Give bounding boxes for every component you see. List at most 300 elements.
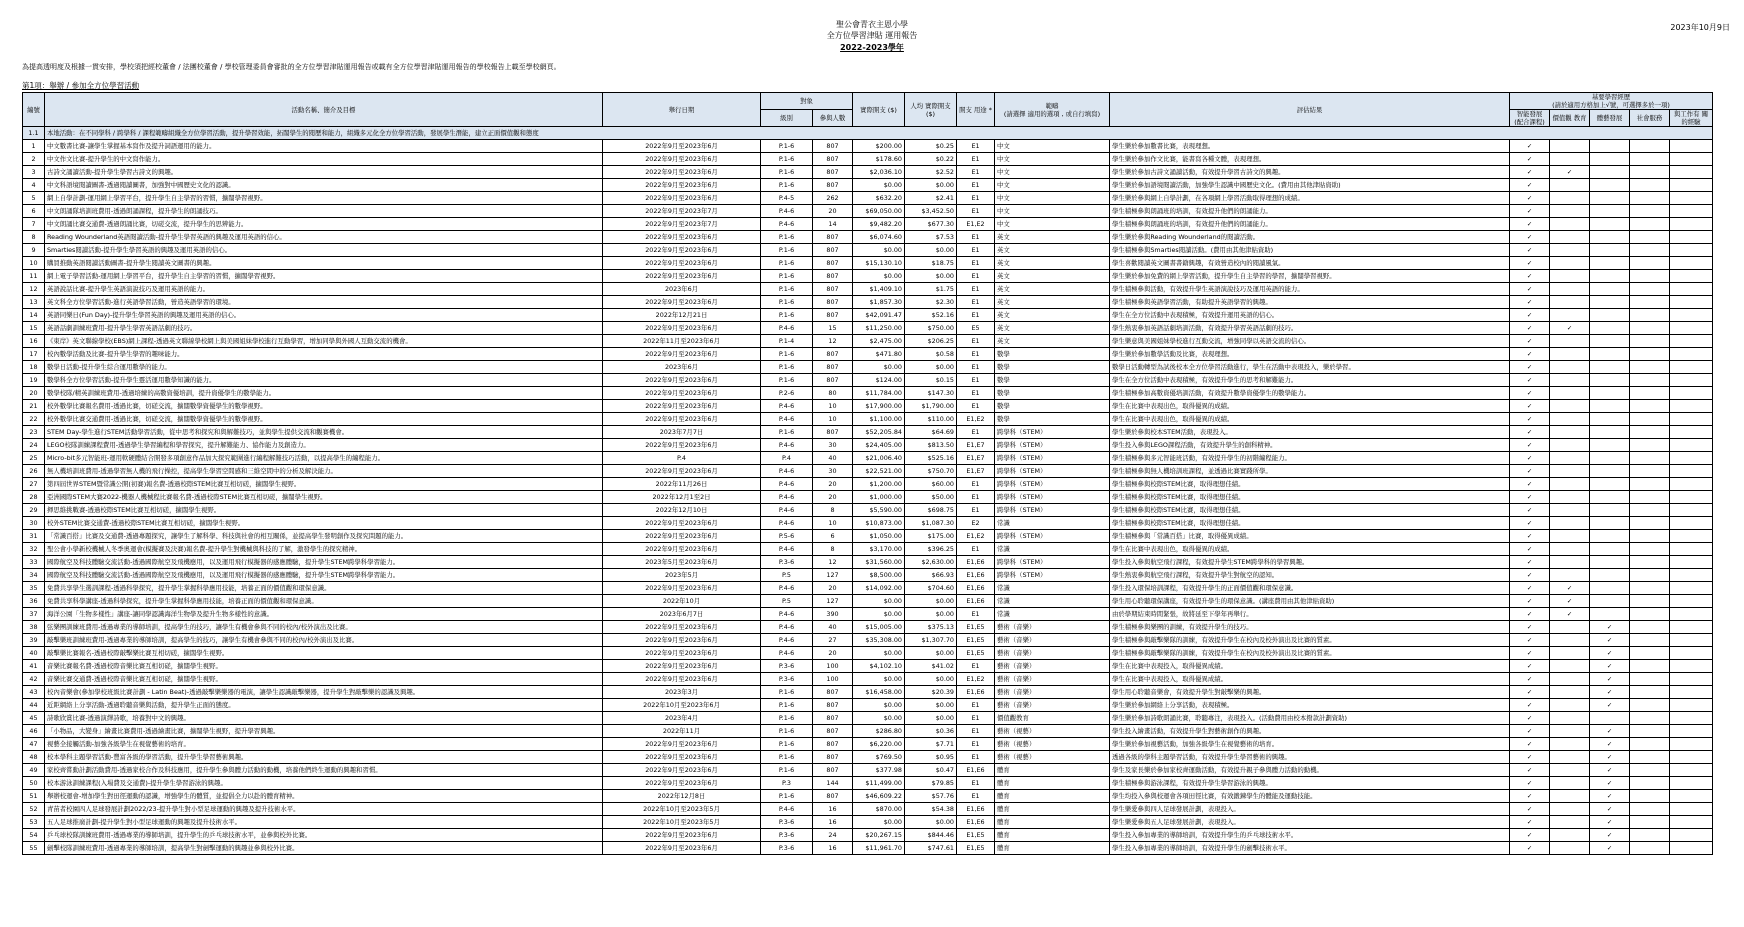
check-icon: ✓ xyxy=(1526,207,1533,215)
goal-cell xyxy=(1550,231,1590,244)
actual-cost: $10,873.00 xyxy=(853,517,905,530)
goal-cell xyxy=(1550,218,1590,231)
goal-cell xyxy=(1670,205,1713,218)
activity-date: 2022年9月至2023年6月 xyxy=(603,829,761,842)
goal-cell xyxy=(1670,491,1713,504)
check-icon: ✓ xyxy=(1526,545,1533,553)
grade: P.4-6 xyxy=(761,634,813,647)
table-row xyxy=(23,582,1713,595)
participants: 12 xyxy=(813,335,853,348)
goal-cell xyxy=(1510,530,1550,543)
activity-name: 聖公會小學新校機械人冬季奧運會(模擬賽及決賽)報名費-提升學生對機械與科技的了解，激發學生的探究精神。 xyxy=(45,543,603,556)
goal-cell xyxy=(1510,205,1550,218)
goal-cell xyxy=(1550,309,1590,322)
activity-date: 2022年9月至2023年6月 xyxy=(603,244,761,257)
goal-cell xyxy=(1670,712,1713,725)
per-head-cost: $41.02 xyxy=(905,660,957,673)
evaluation: 學生樂於參與校本STEM活動，表現投入。 xyxy=(1110,426,1510,439)
domain: 體育 xyxy=(995,777,1110,790)
activity-name: Smarties閱讀活動-提升學生學習英語的興趣及運用英語的信心。 xyxy=(45,244,603,257)
usage-code: E1 xyxy=(957,179,995,192)
usage-code: E1,E2 xyxy=(957,673,995,686)
check-icon: ✓ xyxy=(1566,168,1573,176)
domain: 英文 xyxy=(995,283,1110,296)
check-icon: ✓ xyxy=(1526,402,1533,410)
participants: 20 xyxy=(813,478,853,491)
row-no: 33 xyxy=(23,556,45,569)
per-head-cost: $1,307.70 xyxy=(905,634,957,647)
check-icon: ✓ xyxy=(1526,155,1533,163)
usage-code: E1,E2 xyxy=(957,218,995,231)
goal-cell xyxy=(1670,270,1713,283)
grade: P.4-6 xyxy=(761,322,813,335)
goal-cell xyxy=(1670,517,1713,530)
table-row xyxy=(23,322,1713,335)
goal-cell xyxy=(1510,387,1550,400)
check-icon: ✓ xyxy=(1606,636,1613,644)
activity-name: 中文科語境閱讀圖書-透過閱讀圖書，加強對中國歷史文化的認識。 xyxy=(45,179,603,192)
participants: 807 xyxy=(813,153,853,166)
section-heading: 第1項：舉辦 / 參加全方位學習活動 xyxy=(22,81,140,90)
goal-cell xyxy=(1590,218,1630,231)
domain: 常識 xyxy=(995,582,1110,595)
goal-cell xyxy=(1590,660,1630,673)
domain: 藝術（視藝） xyxy=(995,738,1110,751)
activity-name: 敲擊樂班訓練班費用-透過專業的導師培訓，提高學生的技巧，讓學生有機會參與不同的校內/校外演出及比賽。 xyxy=(45,634,603,647)
note-no: 1.1 xyxy=(23,127,45,140)
grade: P.3-6 xyxy=(761,673,813,686)
per-head-cost: $0.00 xyxy=(905,816,957,829)
evaluation: 學生積極參與無人機培訓班課程，並透過比賽實踐所學。 xyxy=(1110,465,1510,478)
activity-name: 「常識百搭」比賽及交通費-透過專題探究，讓學生了解科學、科技與社會的相互關係，並提高學生發明創作及探究問題的能力。 xyxy=(45,530,603,543)
participants: 807 xyxy=(813,231,853,244)
grade: P.1-6 xyxy=(761,166,813,179)
activity-name: 中文作文比賽-提升學生的中文寫作能力。 xyxy=(45,153,603,166)
goal-cell xyxy=(1590,192,1630,205)
check-icon: ✓ xyxy=(1526,844,1533,852)
grade: P.4-6 xyxy=(761,582,813,595)
col-date: 舉行日期 xyxy=(603,93,761,127)
participants: 807 xyxy=(813,270,853,283)
per-head-cost: $0.00 xyxy=(905,699,957,712)
per-head-cost: $3,452.50 xyxy=(905,205,957,218)
activity-date: 2022年10月至2023年5月 xyxy=(603,803,761,816)
goal-cell xyxy=(1630,556,1670,569)
grade: P.1-6 xyxy=(761,270,813,283)
goal-cell xyxy=(1630,452,1670,465)
usage-code: E1 xyxy=(957,335,995,348)
table-row xyxy=(23,829,1713,842)
activity-name: 音樂比賽報名費-透過校際音樂比賽互相切磋，擴闊學生視野。 xyxy=(45,660,603,673)
actual-cost: $17,900.00 xyxy=(853,400,905,413)
participants: 30 xyxy=(813,465,853,478)
participants: 24 xyxy=(813,829,853,842)
actual-cost: $4,102.10 xyxy=(853,660,905,673)
grade: P.3-6 xyxy=(761,842,813,855)
goal-cell xyxy=(1510,816,1550,829)
goal-cell xyxy=(1510,517,1550,530)
actual-cost: $0.00 xyxy=(853,699,905,712)
activity-name: 校外數學比賽報名費用-透過比賽，切磋交流，擴闊數學資優學生的數學視野。 xyxy=(45,400,603,413)
grade: P.1-6 xyxy=(761,348,813,361)
evaluation: 學生樂於參加免費的網上學習活動，提升學生自主學習的學習，擴闊學習視野。 xyxy=(1110,270,1510,283)
evaluation: 學生在比賽中表現投入，取得優異成績。 xyxy=(1110,660,1510,673)
table-row xyxy=(23,335,1713,348)
participants: 807 xyxy=(813,738,853,751)
goal-cell xyxy=(1630,738,1670,751)
actual-cost: $15,005.00 xyxy=(853,621,905,634)
check-icon: ✓ xyxy=(1566,610,1573,618)
participants: 20 xyxy=(813,205,853,218)
activity-date: 2022年9月至2023年6月 xyxy=(603,751,761,764)
evaluation: 學生樂於參加視藝活動，加強各級學生在視覺藝術的培育。 xyxy=(1110,738,1510,751)
actual-cost: $52,205.84 xyxy=(853,426,905,439)
domain: 體育 xyxy=(995,842,1110,855)
per-head-cost: $0.00 xyxy=(905,673,957,686)
goal-cell xyxy=(1550,790,1590,803)
participants: 16 xyxy=(813,803,853,816)
goal-cell xyxy=(1590,348,1630,361)
grade: P.4-6 xyxy=(761,517,813,530)
domain: 數學 xyxy=(995,348,1110,361)
usage-code: E1 xyxy=(957,478,995,491)
check-icon: ✓ xyxy=(1606,675,1613,683)
goal-cell xyxy=(1510,777,1550,790)
usage-code: E1,E6 xyxy=(957,595,995,608)
participants: 10 xyxy=(813,400,853,413)
table-row xyxy=(23,491,1713,504)
report-title: 全方位學習津貼 運用報告 xyxy=(826,31,918,40)
participants: 807 xyxy=(813,686,853,699)
check-icon: ✓ xyxy=(1526,454,1533,462)
grade: P.3-6 xyxy=(761,556,813,569)
col-goal-work: 與工作有 關的經驗 xyxy=(1670,110,1713,127)
domain: 跨學科（STEM） xyxy=(995,491,1110,504)
activity-name: Micro-bit多元智能班-運用軟硬體結合開發多項創意作品加大探究範圍進行編程解難技巧活動，以提高學生的編程能力。 xyxy=(45,452,603,465)
table-row xyxy=(23,283,1713,296)
goal-cell xyxy=(1670,829,1713,842)
domain: 體育 xyxy=(995,790,1110,803)
goal-cell xyxy=(1630,426,1670,439)
activity-name: 青苗者校園四人足球發展計劃2022/23-提升學生對小型足球運動的興趣及提升技術水平。 xyxy=(45,803,603,816)
goal-cell xyxy=(1510,699,1550,712)
col-goal-service: 社會服務 xyxy=(1630,110,1670,127)
check-icon: ✓ xyxy=(1606,831,1613,839)
evaluation: 學生熱衷參加英語話劇培訓活動，有效提升學習英語話劇的技巧。 xyxy=(1110,322,1510,335)
actual-cost: $0.00 xyxy=(853,712,905,725)
evaluation: 學生積極參與朗誦班的培訓，有效提升他們的朗誦能力。 xyxy=(1110,205,1510,218)
grade: P.1-6 xyxy=(761,712,813,725)
actual-cost: $1,409.10 xyxy=(853,283,905,296)
activity-date: 2022年9月至2023年6月 xyxy=(603,179,761,192)
activity-date: 2023年6月 xyxy=(603,361,761,374)
evaluation: 學生在全方位活動中表現積極，有效提升運用英語的信心。 xyxy=(1110,309,1510,322)
goal-cell xyxy=(1550,413,1590,426)
goal-cell xyxy=(1550,725,1590,738)
goal-cell xyxy=(1590,699,1630,712)
evaluation: 學生積極參與Smarties閱讀活動。(費用由其他津貼資助) xyxy=(1110,244,1510,257)
goal-cell xyxy=(1630,361,1670,374)
evaluation: 學生投入參加專業的導師培訓，有效提升學生的乒乓球技術水平。 xyxy=(1110,829,1510,842)
activity-date: 2022年9月至2023年6月 xyxy=(603,166,761,179)
domain: 中文 xyxy=(995,140,1110,153)
table-row xyxy=(23,634,1713,647)
check-icon: ✓ xyxy=(1526,831,1533,839)
participants: 10 xyxy=(813,517,853,530)
goal-cell xyxy=(1550,582,1590,595)
activity-name: 劍擊校隊訓練班費用-透過專業的導師培訓，提高學生對劍擊運動的興趣並參與校外比賽。 xyxy=(45,842,603,855)
actual-cost: $178.60 xyxy=(853,153,905,166)
goal-cell xyxy=(1550,621,1590,634)
goal-cell xyxy=(1550,517,1590,530)
usage-code: E1,E7 xyxy=(957,452,995,465)
per-head-cost: $0.22 xyxy=(905,153,957,166)
goal-cell xyxy=(1590,309,1630,322)
goal-cell xyxy=(1510,543,1550,556)
grade: P.1-6 xyxy=(761,153,813,166)
domain: 藝術（音樂） xyxy=(995,647,1110,660)
usage-code: E1 xyxy=(957,426,995,439)
participants: 20 xyxy=(813,582,853,595)
usage-code: E1 xyxy=(957,387,995,400)
goal-cell xyxy=(1590,803,1630,816)
school-year: 2022-2023學年 xyxy=(840,43,904,52)
per-head-cost: $677.30 xyxy=(905,218,957,231)
goal-cell xyxy=(1510,309,1550,322)
row-no: 52 xyxy=(23,803,45,816)
activity-date: 2023年5月至2023年6月 xyxy=(603,556,761,569)
goal-cell xyxy=(1510,478,1550,491)
usage-code: E1 xyxy=(957,309,995,322)
goal-cell xyxy=(1590,465,1630,478)
goal-cell xyxy=(1510,504,1550,517)
check-icon: ✓ xyxy=(1526,714,1533,722)
goal-cell xyxy=(1630,322,1670,335)
grade: P.4-6 xyxy=(761,621,813,634)
row-no: 26 xyxy=(23,465,45,478)
table-row xyxy=(23,465,1713,478)
activity-date: 2022年9月至2023年6月 xyxy=(603,764,761,777)
activity-date: 2022年9月至2023年6月 xyxy=(603,842,761,855)
actual-cost: $9,482.20 xyxy=(853,218,905,231)
check-icon: ✓ xyxy=(1566,597,1573,605)
goal-cell xyxy=(1630,296,1670,309)
goal-cell xyxy=(1590,556,1630,569)
goal-cell xyxy=(1510,244,1550,257)
evaluation: 學生積極參加高數資優培訓活動，有效提升數學資優學生的數學能力。 xyxy=(1110,387,1510,400)
grade: P.1-6 xyxy=(761,686,813,699)
usage-code: E1 xyxy=(957,738,995,751)
activity-date: 2022年11月26日 xyxy=(603,478,761,491)
evaluation: 學生用心聆聽音樂會，有效提升學生對敲擊樂的興趣。 xyxy=(1110,686,1510,699)
domain: 藝術（視藝） xyxy=(995,751,1110,764)
per-head-cost: $396.25 xyxy=(905,543,957,556)
goal-cell xyxy=(1670,426,1713,439)
table-row xyxy=(23,192,1713,205)
usage-code: E1,E6 xyxy=(957,686,995,699)
grade: P.1-6 xyxy=(761,751,813,764)
goal-cell xyxy=(1630,725,1670,738)
goal-cell xyxy=(1670,192,1713,205)
table-row xyxy=(23,270,1713,283)
evaluation: 學生均投入參與校運會各項田徑比賽，有效鍛鍊學生的體能及運動技能。 xyxy=(1110,790,1510,803)
goal-cell xyxy=(1550,842,1590,855)
usage-code: E1,E5 xyxy=(957,621,995,634)
goal-cell xyxy=(1630,205,1670,218)
evaluation: 學生積極參與校際STEM比賽，取得理想佳績。 xyxy=(1110,491,1510,504)
table-row xyxy=(23,790,1713,803)
participants: 8 xyxy=(813,504,853,517)
goal-cell xyxy=(1670,387,1713,400)
per-head-cost: $0.00 xyxy=(905,244,957,257)
actual-cost: $1,200.00 xyxy=(853,478,905,491)
check-icon: ✓ xyxy=(1526,766,1533,774)
evaluation: 學生積極參與校際STEM比賽，取得理想佳績。 xyxy=(1110,517,1510,530)
per-head-cost: $750.00 xyxy=(905,322,957,335)
check-icon: ✓ xyxy=(1526,389,1533,397)
usage-code: E1 xyxy=(957,231,995,244)
goal-cell xyxy=(1510,426,1550,439)
usage-code: E1,E6 xyxy=(957,582,995,595)
usage-code: E1,E5 xyxy=(957,829,995,842)
domain: 英文 xyxy=(995,296,1110,309)
per-head-cost: $0.00 xyxy=(905,595,957,608)
intro-text: 為提高透明度及根據一貫安排，學校須把經校董會 / 法團校董會 / 學校管理委員會審批的全方位學習津貼運用報告或載有全方位學習津貼運用報告的學校報告上載至學校網頁。 xyxy=(22,63,561,71)
row-no: 48 xyxy=(23,751,45,764)
check-icon: ✓ xyxy=(1526,142,1533,150)
table-row xyxy=(23,777,1713,790)
table-row xyxy=(23,764,1713,777)
participants: 12 xyxy=(813,556,853,569)
actual-cost: $0.00 xyxy=(853,647,905,660)
goal-cell xyxy=(1630,621,1670,634)
goal-cell xyxy=(1590,270,1630,283)
actual-cost: $31,560.00 xyxy=(853,556,905,569)
actual-cost: $2,475.00 xyxy=(853,335,905,348)
col-evaluation: 評估結果 xyxy=(1110,93,1510,127)
usage-code: E5 xyxy=(957,322,995,335)
grade: P.4-6 xyxy=(761,504,813,517)
grade: P.4-6 xyxy=(761,491,813,504)
goal-cell xyxy=(1670,413,1713,426)
grade: P.4-6 xyxy=(761,478,813,491)
activity-date: 2022年9月至2023年6月 xyxy=(603,374,761,387)
grade: P.3-6 xyxy=(761,829,813,842)
row-no: 6 xyxy=(23,205,45,218)
goal-cell xyxy=(1630,543,1670,556)
actual-cost: $286.80 xyxy=(853,725,905,738)
check-icon: ✓ xyxy=(1526,584,1533,592)
goal-cell xyxy=(1590,543,1630,556)
usage-code: E1,E6 xyxy=(957,569,995,582)
evaluation: 學生積極參與朗誦班的培訓，有效提升他們的朗誦能力。 xyxy=(1110,218,1510,231)
per-head-cost: $1.75 xyxy=(905,283,957,296)
table-row xyxy=(23,751,1713,764)
actual-cost: $0.00 xyxy=(853,179,905,192)
per-head-cost: $147.30 xyxy=(905,387,957,400)
activity-name: 亞洲國際STEM大賽2022-機器人機械程比賽報名費-透過校際STEM比賽互相切磋，擴闊學生視野。 xyxy=(45,491,603,504)
evaluation: 學生投入環保培訓課程，有效提升學生的正面價值觀和環保意識。 xyxy=(1110,582,1510,595)
activity-name: 五人足球推廣計劃-提升學生對小型足球運動的興趣及提升技術水平。 xyxy=(45,816,603,829)
check-icon: ✓ xyxy=(1526,337,1533,345)
table-row xyxy=(23,738,1713,751)
goal-cell xyxy=(1670,608,1713,621)
activity-name: 視藝全接觸活動-加強各級學生在視覺藝術的培育。 xyxy=(45,738,603,751)
participants: 30 xyxy=(813,439,853,452)
evaluation: 學生積極參與校際STEM比賽，取得理想佳績。 xyxy=(1110,478,1510,491)
evaluation: 學生樂於參加語境閱讀活動，加強學生認識中國歷史文化。(費用由其他津貼資助) xyxy=(1110,179,1510,192)
domain: 藝術（音樂） xyxy=(995,634,1110,647)
actual-cost: $0.00 xyxy=(853,244,905,257)
participants: 100 xyxy=(813,660,853,673)
goal-cell xyxy=(1550,504,1590,517)
goal-cell xyxy=(1510,192,1550,205)
domain: 數學 xyxy=(995,387,1110,400)
row-no: 21 xyxy=(23,400,45,413)
goal-cell xyxy=(1590,374,1630,387)
goal-cell xyxy=(1510,738,1550,751)
goal-cell xyxy=(1590,790,1630,803)
check-icon: ✓ xyxy=(1526,688,1533,696)
grade: P.5-6 xyxy=(761,530,813,543)
per-head-cost: $747.61 xyxy=(905,842,957,855)
row-no: 22 xyxy=(23,413,45,426)
evaluation: 學生樂於參加古詩文誦讀活動，有效提升學習古詩文的興趣。 xyxy=(1110,166,1510,179)
usage-code: E2 xyxy=(957,517,995,530)
goal-cell xyxy=(1630,790,1670,803)
grade: P.4-6 xyxy=(761,439,813,452)
usage-code: E1,E2 xyxy=(957,413,995,426)
per-head-cost: $0.36 xyxy=(905,725,957,738)
goal-cell xyxy=(1590,569,1630,582)
goal-cell xyxy=(1510,751,1550,764)
table-row xyxy=(23,686,1713,699)
domain: 藝術（音樂） xyxy=(995,621,1110,634)
grade: P.4-6 xyxy=(761,205,813,218)
goal-cell xyxy=(1590,842,1630,855)
goal-cell xyxy=(1590,634,1630,647)
check-icon: ✓ xyxy=(1526,272,1533,280)
activity-date: 2022年9月至2023年6月 xyxy=(603,348,761,361)
goal-cell xyxy=(1590,361,1630,374)
goal-cell xyxy=(1670,842,1713,855)
domain: 藝術（音樂） xyxy=(995,686,1110,699)
actual-cost: $22,521.00 xyxy=(853,465,905,478)
goal-cell xyxy=(1590,257,1630,270)
goal-cell xyxy=(1670,218,1713,231)
goal-cell xyxy=(1550,491,1590,504)
goal-cell xyxy=(1510,413,1550,426)
per-head-cost: $375.13 xyxy=(905,621,957,634)
per-head-cost: $52.16 xyxy=(905,309,957,322)
row-no: 1 xyxy=(23,140,45,153)
domain: 跨學科（STEM） xyxy=(995,439,1110,452)
table-row xyxy=(23,218,1713,231)
goal-cell xyxy=(1670,725,1713,738)
activity-date: 2023年4月 xyxy=(603,712,761,725)
note-row xyxy=(23,127,1713,140)
per-head-cost: $704.60 xyxy=(905,582,957,595)
goal-cell xyxy=(1630,400,1670,413)
activity-date: 2022年9月至2023年6月 xyxy=(603,140,761,153)
check-icon: ✓ xyxy=(1526,428,1533,436)
table-row xyxy=(23,153,1713,166)
activity-date: 2022年9月至2023年6月 xyxy=(603,231,761,244)
actual-cost: $769.50 xyxy=(853,751,905,764)
table-row xyxy=(23,439,1713,452)
goal-cell xyxy=(1510,647,1550,660)
row-no: 18 xyxy=(23,361,45,374)
